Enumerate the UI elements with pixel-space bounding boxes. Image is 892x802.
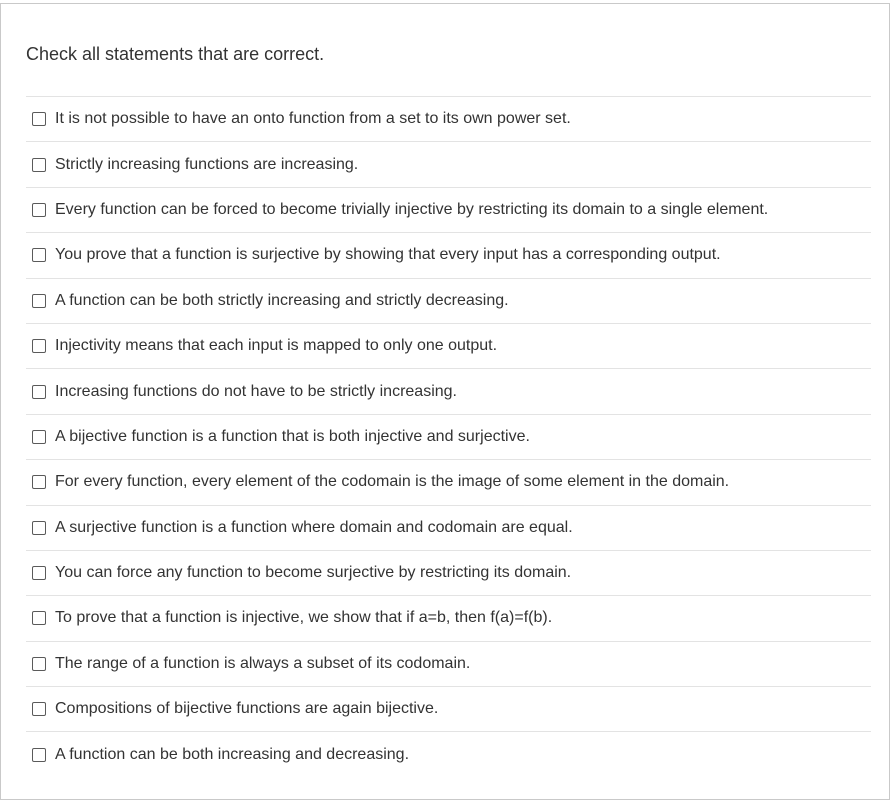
option-label: It is not possible to have an onto function from a set to its own power set. [55, 110, 571, 128]
option-label: A bijective function is a function that is both injective and surjective. [55, 427, 530, 445]
option-row-5[interactable] [26, 278, 871, 323]
option-row-12[interactable] [26, 595, 871, 640]
option-label: Every function can be forced to become trivially injective by restricting its domain to a single element. [55, 200, 769, 218]
option-label: Injectivity means that each input is mapped to only one output. [55, 337, 498, 355]
checkbox[interactable] [32, 294, 46, 308]
option-label: A function can be both strictly increasing and strictly decreasing. [55, 291, 509, 309]
option-row-4[interactable] [26, 232, 871, 277]
option-label: Compositions of bijective functions are again bijective. [55, 700, 439, 718]
option-label: Increasing functions do not have to be strictly increasing. [55, 382, 457, 400]
option-row-13[interactable] [26, 641, 871, 686]
checkbox[interactable] [32, 385, 46, 399]
checkbox[interactable] [32, 203, 46, 217]
checkbox[interactable] [32, 339, 46, 353]
option-row-9[interactable] [26, 459, 871, 504]
option-row-8[interactable] [26, 414, 871, 459]
checkbox[interactable] [32, 611, 46, 625]
option-row-10[interactable] [26, 505, 871, 550]
checkbox[interactable] [32, 657, 46, 671]
option-row-6[interactable] [26, 323, 871, 368]
checkbox[interactable] [32, 566, 46, 580]
option-row-3[interactable] [26, 187, 871, 232]
checkbox[interactable] [32, 112, 46, 126]
checkbox[interactable] [32, 248, 46, 262]
option-row-1[interactable] [26, 96, 871, 141]
option-label: For every function, every element of the codomain is the image of some element in the domain. [55, 473, 730, 491]
checkbox[interactable] [32, 748, 46, 762]
option-label: A function can be both increasing and decreasing. [55, 745, 410, 763]
option-row-2[interactable] [26, 141, 871, 186]
checkbox[interactable] [32, 475, 46, 489]
option-label: Strictly increasing functions are increasing. [55, 155, 359, 173]
checkbox[interactable] [32, 521, 46, 535]
option-row-15[interactable] [26, 731, 871, 776]
option-row-7[interactable] [26, 368, 871, 413]
option-label: You prove that a function is surjective by showing that every input has a corresponding output. [55, 246, 721, 264]
options-list [26, 96, 871, 777]
question-prompt: Check all statements that are correct. [26, 44, 325, 64]
checkbox[interactable] [32, 430, 46, 444]
option-label: You can force any function to become surjective by restricting its domain. [55, 564, 572, 582]
question-panel [0, 3, 890, 800]
checkbox[interactable] [32, 702, 46, 716]
option-label: The range of a function is always a subset of its codomain. [55, 654, 471, 672]
option-row-14[interactable] [26, 686, 871, 731]
checkbox[interactable] [32, 158, 46, 172]
option-label: A surjective function is a function where domain and codomain are equal. [55, 518, 573, 536]
option-label: To prove that a function is injective, we show that if a=b, then f(a)=f(b). [55, 609, 553, 627]
option-row-11[interactable] [26, 550, 871, 595]
